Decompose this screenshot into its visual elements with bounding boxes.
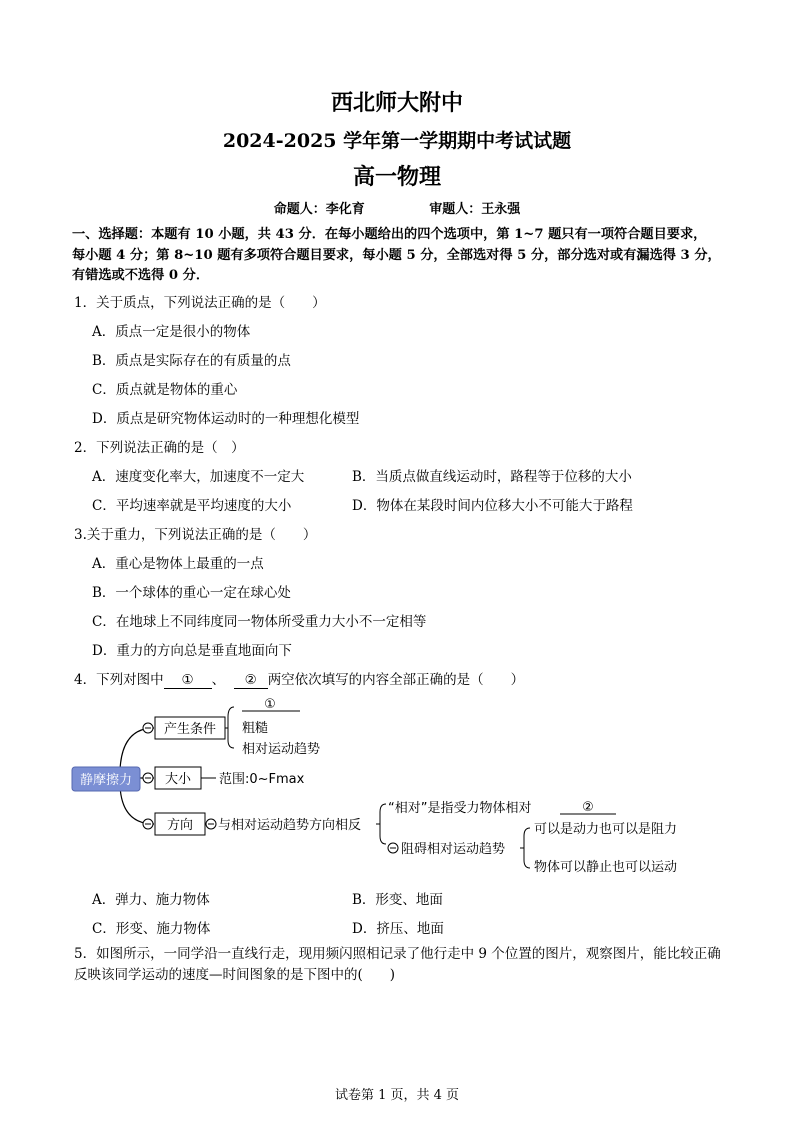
q5-stem: 5．如图所示，一同学沿一直线行走，现用频闪照相记录了他行走中 9 个位置的图片，观察图片，能比较正确反映该同学运动的速度—时间图象的是下图中的( ) <box>74 946 721 983</box>
section-line-3: 有错选或不选得 0 分． <box>72 268 210 283</box>
direction-brace <box>380 804 386 844</box>
q1-option-b: B．质点是实际存在的有质量的点 <box>92 353 291 369</box>
direction-label: 方向 <box>166 818 194 833</box>
q4-stem-pre: 4．下列对图中 <box>74 672 164 688</box>
q3-option-c: C．在地球上不同纬度同一物体所受重力大小不一定相等 <box>92 614 427 630</box>
q4-stem-post: 两空依次填写的内容全部正确的是（ ） <box>267 672 525 688</box>
setter: 命题人：李化育 <box>273 202 365 217</box>
page-footer: 试卷第 1 页，共 4 页 <box>334 1088 460 1103</box>
q2-option-d: D．物体在某段时间内位移大小不可能大于路程 <box>352 498 633 514</box>
cond-trend: 相对运动趋势 <box>242 742 321 757</box>
q3-stem: 3.关于重力，下列说法正确的是（ ） <box>74 527 317 543</box>
condition-brace <box>228 707 234 748</box>
authors-line <box>0 198 794 217</box>
q2-option-b: B．当质点做直线运动时，路程等于位移的大小 <box>352 469 632 485</box>
root-label: 静摩擦力 <box>79 773 133 788</box>
q4-option-b: B．形变、地面 <box>352 892 443 908</box>
exam-title: 2024-2025 学年第一学期期中考试试题 <box>222 130 572 152</box>
reviewer: 审题人：王永强 <box>429 202 521 217</box>
section-instructions <box>72 225 732 287</box>
section-line-2: 每小题 4 分；第 8~10 题有多项符合题目要求，每小题 5 分，全部选对得 5 分，部分选对或有漏选得 3 分， <box>72 247 721 263</box>
size-label: 大小 <box>164 772 192 787</box>
cond-blank: ① <box>264 697 276 712</box>
q3-option-d: D．重力的方向总是垂直地面向下 <box>92 643 292 659</box>
q4-blank-2: ② <box>234 672 268 689</box>
q4-stem <box>74 668 524 689</box>
school-name: 西北师大附中 <box>330 90 463 116</box>
q1-option-a: A．质点一定是很小的物体 <box>92 324 251 340</box>
q3-option-a: A．重心是物体上最重的一点 <box>92 556 264 572</box>
friction-mind-map <box>64 690 724 880</box>
curve-to-direction <box>120 786 154 824</box>
q4-option-a: A．弹力、施力物体 <box>92 892 210 908</box>
q4-option-c: C．形变、施力物体 <box>92 921 211 937</box>
q3-option-b: B．一个球体的重心一定在球心处 <box>92 585 291 601</box>
dir-motion: 物体可以静止也可以运动 <box>534 860 678 875</box>
dir-text: 与相对运动趋势方向相反 <box>218 818 362 833</box>
cond-rough: 粗糙 <box>242 721 269 736</box>
q4-stem-sep: 、 <box>211 672 226 688</box>
q1-option-c: C．质点就是物体的重心 <box>92 382 238 398</box>
dir-power: 可以是动力也可以是阻力 <box>534 822 678 837</box>
curve-to-condition <box>120 728 154 770</box>
condition-label: 产生条件 <box>163 722 217 737</box>
q4-option-d: D．挤压、地面 <box>352 921 444 937</box>
section-line-1: 一、选择题：本题有 10 小题，共 43 分．在每小题给出的四个选项中，第 1~7 题只有一项符合题目要求， <box>72 227 707 242</box>
q4-blank-1: ① <box>164 672 212 689</box>
size-range: 范围:0~Fmax <box>219 772 305 787</box>
q1-stem: 1．关于质点，下列说法正确的是（ ） <box>74 295 326 311</box>
q1-option-d: D．质点是研究物体运动时的一种理想化模型 <box>92 411 360 427</box>
dir-blank: ② <box>582 800 594 815</box>
dir-relative: “相对”是指受力物体相对 <box>388 801 532 816</box>
subject-title: 高一物理 <box>352 164 441 190</box>
hinder-brace <box>524 828 530 868</box>
q2-option-c: C．平均速率就是平均速度的大小 <box>92 498 292 514</box>
q2-option-a: A．速度变化率大，加速度不一定大 <box>92 469 305 485</box>
dir-hinder: 阻碍相对运动趋势 <box>401 842 506 857</box>
q2-stem: 2．下列说法正确的是（ ） <box>74 440 245 456</box>
